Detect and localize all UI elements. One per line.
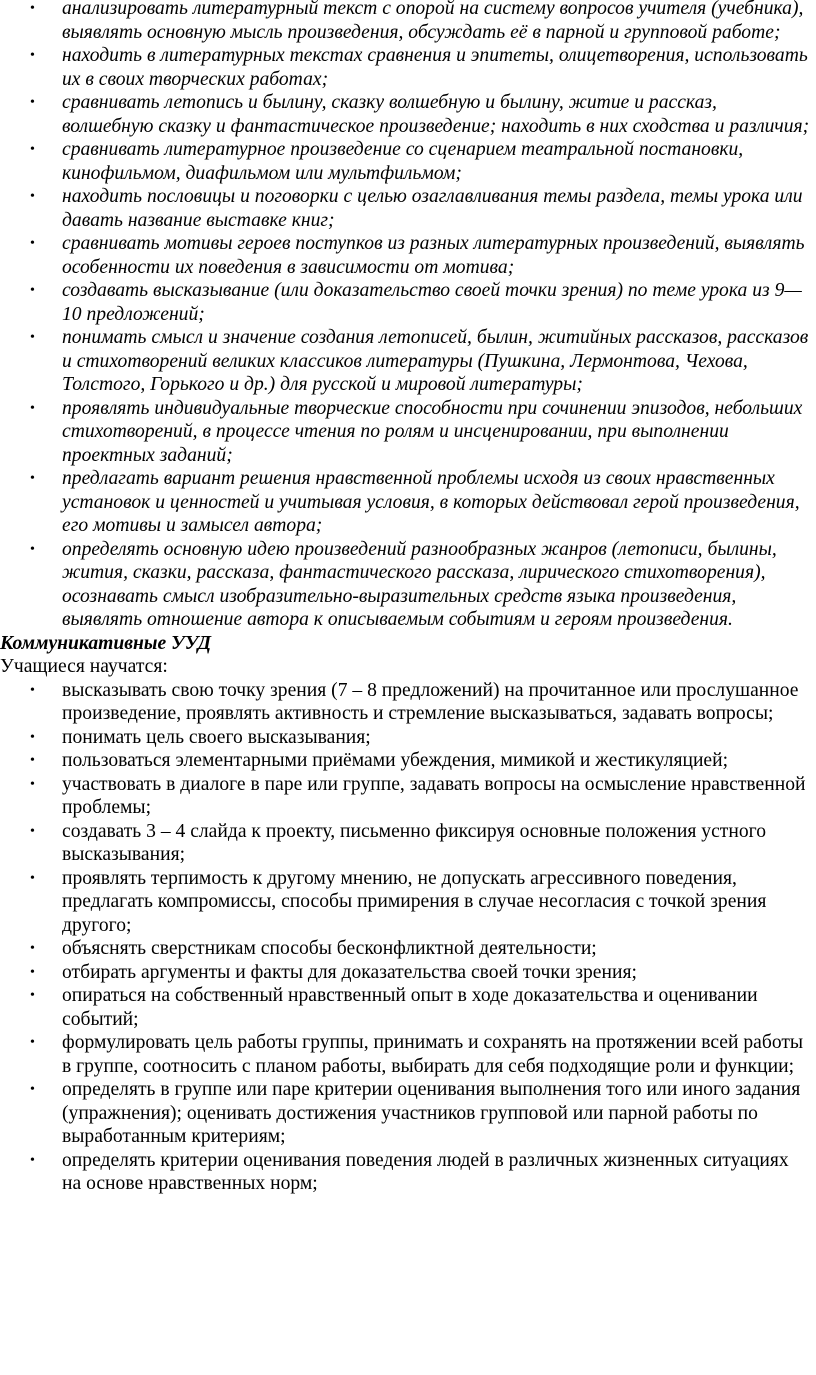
bullet-icon: •: [30, 471, 35, 486]
list-item-text: формулировать цель работы группы, принимать и сохранять на протяжении всей работы в группе, соотносить с планом работы, выбирать для себя подходящие роли и функции;: [62, 1032, 804, 1077]
list-item: [0, 1031, 812, 1078]
list-item: [0, 820, 812, 867]
list-item: [0, 538, 812, 632]
bullet-icon: •: [30, 142, 35, 157]
list-item-text: объяснять сверстникам способы бесконфликтной деятельности;: [62, 938, 597, 959]
list-item: [0, 726, 812, 750]
bullet-icon: •: [30, 1, 35, 16]
bullet-icon: •: [30, 95, 35, 110]
list-item-text: пользоваться элементарными приёмами убеждения, мимикой и жестикуляцией;: [62, 750, 729, 771]
list-item-text: определять в группе или паре критерии оценивания выполнения того или иного задания (упражнения); оценивать достижения участников групповой или парной работы по выработанным критериям;: [62, 1079, 801, 1147]
list-item-text: понимать цель своего высказывания;: [62, 726, 371, 748]
list-item-text: проявлять терпимость к другому мнению, не допускать агрессивного поведения, предлагать компромиссы, способы примирения в случае несогласия с точкой зрения другого;: [62, 867, 767, 936]
bullet-icon: •: [30, 964, 35, 980]
list-item: [0, 679, 812, 726]
list-item: [0, 984, 812, 1031]
list-item: [0, 138, 812, 185]
bullet-icon: •: [30, 400, 35, 416]
cognitive-skills-list: [0, 0, 812, 632]
bullet-icon: •: [30, 541, 35, 557]
bullet-icon: •: [30, 823, 35, 839]
list-item: [0, 232, 812, 279]
list-item: [0, 1078, 812, 1149]
bullet-icon: •: [30, 1035, 35, 1050]
list-item: [0, 749, 812, 773]
list-item: [0, 773, 812, 820]
bullet-icon: •: [30, 776, 35, 792]
bullet-icon: •: [30, 941, 35, 956]
bullet-icon: •: [30, 1082, 35, 1097]
list-item-text: понимать смысл и значение создания летописей, былин, житийных рассказов, рассказов и стихотворений великих классиков литературы (Пушкина, Лермонтова, Чехова, Толстого, Горького и др.) для русской и мировой литературы;: [62, 327, 809, 395]
list-item-text: участвовать в диалоге в паре или группе, задавать вопросы на осмысление нравственной проблемы;: [62, 773, 806, 818]
list-item-text: сравнивать летопись и былину, сказку волшебную и былину, житие и рассказ, волшебную сказку и фантастическое произведение; находить в них сходства и различия;: [62, 92, 810, 137]
list-item: [0, 0, 812, 44]
list-item: [0, 867, 812, 938]
list-item-text: анализировать литературный текст с опорой на систему вопросов учителя (учебника), выявлять основную мысль произведения, обсуждать её в парной и групповой работе;: [62, 0, 804, 43]
bullet-icon: •: [30, 189, 35, 204]
bullet-icon: •: [30, 729, 35, 745]
section-intro: Учащиеся научатся:: [0, 656, 168, 677]
list-item: [0, 185, 812, 232]
list-item-text: находить в литературных текстах сравнения и эпитеты, олицетворения, использовать их в своих творческих работах;: [62, 45, 808, 90]
bullet-icon: •: [30, 1152, 35, 1168]
bullet-icon: •: [30, 682, 35, 698]
list-item-text: находить пословицы и поговорки с целью озаглавливания темы раздела, темы урока или давать название выставке книг;: [62, 186, 803, 231]
list-item: [0, 937, 812, 961]
bullet-icon: •: [30, 330, 35, 345]
list-item: [0, 91, 812, 138]
bullet-icon: •: [30, 988, 35, 1003]
list-item-text: создавать высказывание (или доказательство своей точки зрения) по теме урока из 9—10 предложений;: [62, 280, 802, 325]
bullet-icon: •: [30, 870, 35, 886]
bullet-icon: •: [30, 48, 35, 63]
list-item-text: определять основную идею произведений разнообразных жанров (летописи, былины, жития, сказки, рассказа, фантастического рассказа, лирического стихотворения), осознавать смысл изобразительно-выразительных средств языка произведения, выявлять отношение автора к описываемым событиям и героям произведения.: [62, 538, 777, 630]
list-item: [0, 44, 812, 91]
list-item-text: опираться на собственный нравственный опыт в ходе доказательства и оценивании событий;: [62, 985, 758, 1030]
list-item-text: отбирать аргументы и факты для доказательства своей точки зрения;: [62, 961, 637, 983]
list-item: [0, 326, 812, 397]
list-item-text: создавать 3 – 4 слайда к проекту, письменно фиксируя основные положения устного высказывания;: [62, 820, 766, 865]
list-item: [0, 961, 812, 985]
section-heading: Коммуникативные УУД: [0, 632, 211, 654]
list-item: [0, 279, 812, 326]
list-item-text: определять критерии оценивания поведения людей в различных жизненных ситуациях на основе нравственных норм;: [62, 1149, 789, 1194]
list-item: [0, 397, 812, 468]
bullet-icon: •: [30, 753, 35, 768]
list-item-text: предлагать вариант решения нравственной проблемы исходя из своих нравственных установок и ценностей и учитывая условия, в которых действовал герой произведения, его мотивы и замысел автора;: [62, 468, 800, 536]
list-item-text: сравнивать литературное произведение со сценарием театральной постановки, кинофильмом, диафильмом или мультфильмом;: [62, 139, 744, 184]
list-item-text: высказывать свою точку зрения (7 – 8 предложений) на прочитанное или прослушанное произведение, проявлять активность и стремление высказываться, задавать вопросы;: [62, 679, 799, 724]
list-item: [0, 467, 812, 538]
list-item: [0, 1149, 812, 1196]
list-item-text: проявлять индивидуальные творческие способности при сочинении эпизодов, небольших стихотворений, в процессе чтения по ролям и инсценировании, при выполнении проектных заданий;: [62, 397, 803, 466]
list-item-text: сравнивать мотивы героев поступков из разных литературных произведений, выявлять особенности их поведения в зависимости от мотива;: [62, 233, 805, 278]
bullet-icon: •: [30, 236, 35, 251]
bullet-icon: •: [30, 283, 35, 298]
communicative-skills-list: [0, 679, 812, 1196]
